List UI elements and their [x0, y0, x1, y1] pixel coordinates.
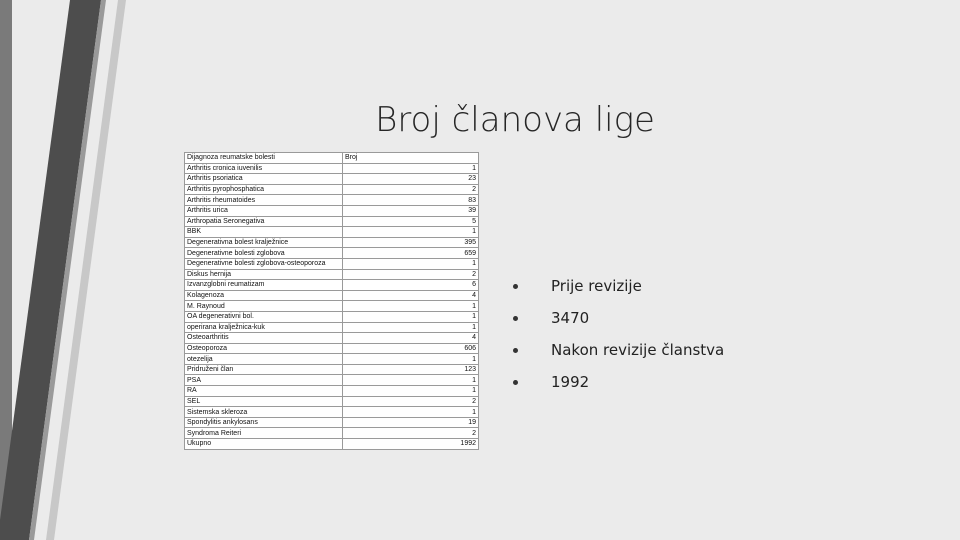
- diagnosis-cell: operirana kralježnica-kuk: [185, 322, 343, 333]
- diagnosis-cell: Degenerativne bolesti zglobova: [185, 248, 343, 259]
- count-cell: 123: [343, 364, 479, 375]
- diagnosis-cell: otezelija: [185, 354, 343, 365]
- count-cell: 19: [343, 417, 479, 428]
- table-row: [185, 258, 479, 269]
- table-row: [185, 311, 479, 322]
- table-row: [185, 386, 479, 397]
- table-header-row: [185, 153, 479, 164]
- bullet-item: [513, 302, 724, 334]
- diagnosis-cell: Arthritis psoriatica: [185, 174, 343, 185]
- count-cell: 4: [343, 333, 479, 344]
- diagnosis-cell: Arthritis urica: [185, 205, 343, 216]
- bullet-list: [513, 270, 724, 398]
- count-cell: 606: [343, 343, 479, 354]
- table-row: [185, 174, 479, 185]
- table-row: [185, 290, 479, 301]
- header-count: Broj: [343, 153, 479, 164]
- diagnosis-cell: Arthritis rheumatoides: [185, 195, 343, 206]
- table-row: [185, 439, 479, 450]
- count-cell: 2: [343, 184, 479, 195]
- diagnosis-cell: PSA: [185, 375, 343, 386]
- diagnosis-cell: RA: [185, 386, 343, 397]
- diagnosis-cell: Arthropatia Seronegativa: [185, 216, 343, 227]
- diagnosis-cell: Diskus hernija: [185, 269, 343, 280]
- table-row: [185, 375, 479, 386]
- table-row: [185, 364, 479, 375]
- diagnosis-cell: Spondylitis ankylosans: [185, 417, 343, 428]
- diagnosis-cell: Degenerativna bolest kralježnice: [185, 237, 343, 248]
- table-row: [185, 396, 479, 407]
- diagnosis-cell: Arthritis pyrophosphatica: [185, 184, 343, 195]
- diagnosis-cell: Pridruženi član: [185, 364, 343, 375]
- table-row: [185, 269, 479, 280]
- diagnosis-table: [184, 152, 479, 450]
- diagnosis-cell: M. Raynoud: [185, 301, 343, 312]
- table-row: [185, 280, 479, 291]
- count-cell: 1992: [343, 439, 479, 450]
- diagnosis-cell: Ukupno: [185, 439, 343, 450]
- diagnosis-cell: SEL: [185, 396, 343, 407]
- table-row: [185, 205, 479, 216]
- diagnosis-cell: BBK: [185, 227, 343, 238]
- table-row: [185, 322, 479, 333]
- bullet-text: Nakon revizije članstva: [551, 341, 725, 359]
- bullet-item: [513, 334, 724, 366]
- count-cell: 1: [343, 322, 479, 333]
- diagnosis-cell: OA degenerativni bol.: [185, 311, 343, 322]
- table-row: [185, 407, 479, 418]
- table-row: [185, 163, 479, 174]
- bullet-text: 1992: [551, 373, 590, 391]
- table-row: [185, 227, 479, 238]
- bullet-item: [513, 366, 724, 398]
- table-row: [185, 248, 479, 259]
- count-cell: 395: [343, 237, 479, 248]
- count-cell: 2: [343, 428, 479, 439]
- count-cell: 1: [343, 311, 479, 322]
- bullet-dot: [513, 380, 518, 385]
- table-row: [185, 333, 479, 344]
- count-cell: 1: [343, 163, 479, 174]
- count-cell: 1: [343, 407, 479, 418]
- diagnosis-cell: Izvanzglobni reumatizam: [185, 280, 343, 291]
- table-row: [185, 216, 479, 227]
- count-cell: 83: [343, 195, 479, 206]
- table-row: [185, 343, 479, 354]
- diagnosis-cell: Kolagenoza: [185, 290, 343, 301]
- count-cell: 39: [343, 205, 479, 216]
- decorative-stripes: [0, 0, 140, 540]
- table-row: [185, 428, 479, 439]
- count-cell: 659: [343, 248, 479, 259]
- header-diagnosis: Dijagnoza reumatske bolesti: [185, 153, 343, 164]
- count-cell: 23: [343, 174, 479, 185]
- table-row: [185, 237, 479, 248]
- table-row: [185, 301, 479, 312]
- diagnosis-cell: Syndroma Reiteri: [185, 428, 343, 439]
- count-cell: 1: [343, 301, 479, 312]
- count-cell: 4: [343, 290, 479, 301]
- bullet-dot: [513, 284, 518, 289]
- slide-title: Broj članova lige: [375, 100, 655, 140]
- count-cell: 1: [343, 227, 479, 238]
- diagnosis-cell: Osteoarthritis: [185, 333, 343, 344]
- table-row: [185, 184, 479, 195]
- count-cell: 2: [343, 396, 479, 407]
- table-row: [185, 417, 479, 428]
- count-cell: 1: [343, 375, 479, 386]
- diagnosis-cell: Arthritis cronica iuvenilis: [185, 163, 343, 174]
- count-cell: 1: [343, 354, 479, 365]
- bullet-item: [513, 270, 724, 302]
- diagnosis-cell: Degenerativne bolesti zglobova-osteoporoza: [185, 258, 343, 269]
- bullet-text: 3470: [551, 309, 590, 327]
- count-cell: 2: [343, 269, 479, 280]
- table-row: [185, 195, 479, 206]
- bullet-dot: [513, 316, 518, 321]
- count-cell: 1: [343, 386, 479, 397]
- count-cell: 1: [343, 258, 479, 269]
- diagnosis-cell: Sistemska skleroza: [185, 407, 343, 418]
- diagnosis-cell: Osteoporoza: [185, 343, 343, 354]
- bullet-text: Prije revizije: [551, 277, 642, 295]
- bullet-dot: [513, 348, 518, 353]
- table-row: [185, 354, 479, 365]
- count-cell: 6: [343, 280, 479, 291]
- count-cell: 5: [343, 216, 479, 227]
